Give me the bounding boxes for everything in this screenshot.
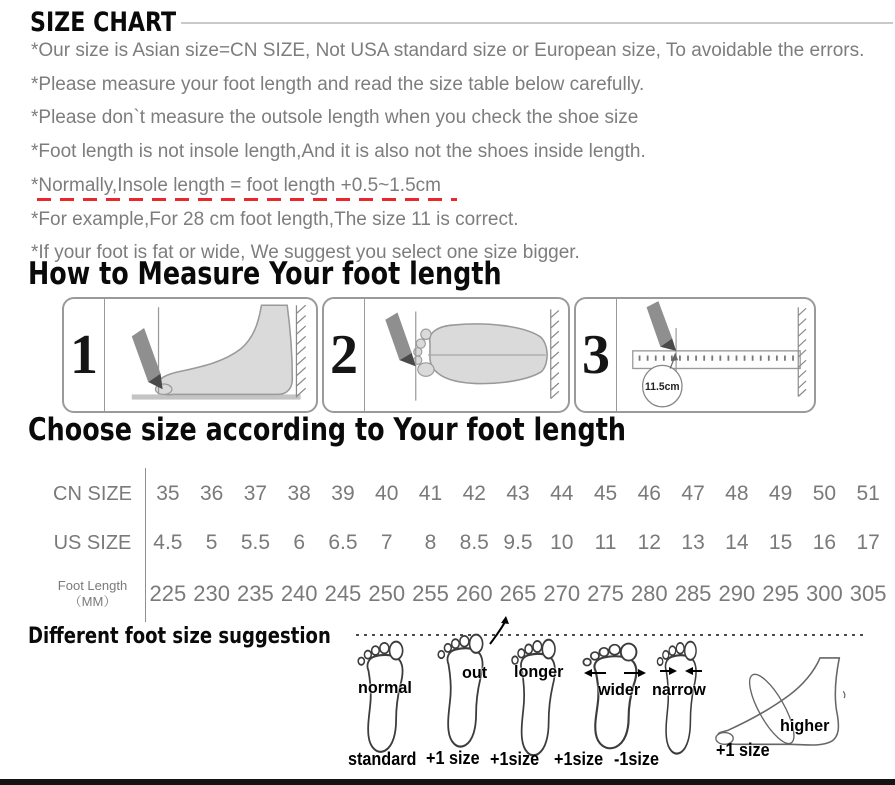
- row-values-cn: [146, 468, 890, 520]
- foot-out: [432, 633, 494, 757]
- size-cell: 225: [149, 581, 187, 606]
- foot-side-measure-icon: [105, 299, 316, 411]
- foot-condition-label: higher: [780, 716, 830, 735]
- size-cell: 240: [280, 581, 318, 606]
- foot-narrow: [652, 640, 706, 764]
- size-cell: 7: [380, 531, 393, 554]
- measure-step-3: [574, 297, 816, 413]
- size-cell: 14: [725, 531, 749, 554]
- size-cell: 250: [368, 581, 406, 606]
- size-cell: 275: [587, 581, 624, 606]
- pencil-icon: [132, 328, 161, 382]
- foot-action-label: +1 size: [716, 740, 770, 760]
- note-line: *Please don`t measure the outsole length when you check the shoe size: [31, 107, 639, 129]
- foot-top-measure-icon: [365, 299, 568, 411]
- size-cell: 285: [674, 581, 712, 606]
- size-cell: 9.5: [503, 531, 533, 554]
- table-row-mm: [40, 566, 890, 622]
- foot-action-label: +1 size: [426, 748, 480, 768]
- size-cell: 39: [331, 482, 355, 505]
- size-cell: 6.5: [328, 531, 358, 554]
- size-cell: 11: [594, 531, 617, 554]
- foot-condition-label: longer: [514, 662, 564, 681]
- step-3-illustration: [617, 299, 814, 411]
- size-cell: 35: [156, 482, 180, 505]
- choose-heading: Choose size according to Your foot length: [28, 412, 626, 448]
- size-cell: 265: [499, 581, 537, 606]
- size-cell: 13: [681, 531, 705, 554]
- step-number: 2: [324, 299, 365, 411]
- size-cell: 36: [199, 482, 224, 505]
- size-cell: 5: [205, 531, 218, 554]
- ruler-reading-label: 11.5cm: [645, 381, 680, 394]
- foot-top-view-icon: [352, 640, 414, 762]
- size-cell: 12: [637, 531, 661, 554]
- ruler-measure-icon: [617, 299, 814, 411]
- row-label-us: US SIZE: [40, 520, 146, 566]
- size-cell: 44: [550, 482, 574, 505]
- step-number: 3: [576, 299, 617, 411]
- row-label-mm-line2: （MM）: [68, 594, 117, 609]
- wider-arrows-icon: [580, 666, 650, 680]
- size-cell: 4.5: [153, 531, 183, 554]
- row-label-cn: CN SIZE: [40, 468, 146, 520]
- foot-icon: [157, 305, 292, 394]
- foot-action-label: +1size: [554, 749, 604, 769]
- size-cell: 300: [806, 581, 843, 606]
- table-row-us: [40, 520, 890, 566]
- size-cell: 8.5: [459, 531, 489, 554]
- title-divider-line: [181, 22, 893, 24]
- foot-icon: [430, 324, 547, 384]
- step-number: 1: [64, 299, 105, 411]
- size-cell: 260: [455, 581, 493, 606]
- size-cell: 235: [237, 581, 274, 606]
- foot-top-view-icon: [506, 638, 566, 766]
- row-values-mm: [146, 566, 890, 622]
- size-cell: 51: [856, 482, 880, 505]
- size-cell: 37: [243, 482, 268, 505]
- measure-heading: How to Measure Your foot length: [28, 256, 502, 292]
- size-cell: 49: [768, 482, 793, 505]
- size-cell: 50: [812, 482, 837, 505]
- note-line: *Foot length is not insole length,And it is also not the shoes inside length.: [31, 141, 646, 163]
- size-cell: 17: [856, 531, 880, 554]
- foot-action-label: +1size: [490, 749, 540, 769]
- size-cell: 48: [725, 482, 749, 505]
- size-cell: 245: [324, 581, 362, 606]
- wall-icon: [296, 305, 305, 397]
- foot-top-view-icon: [652, 640, 706, 764]
- size-cell: 46: [637, 482, 661, 505]
- measure-step-2: [322, 297, 570, 413]
- foot-condition-label: wider: [598, 680, 641, 699]
- pencil-icon: [647, 301, 673, 347]
- note-line: *Our size is Asian size=CN SIZE, Not USA standard size or European size, To avoidable the errors.: [31, 40, 865, 61]
- size-cell: 40: [375, 482, 399, 505]
- size-cell: 38: [287, 482, 311, 505]
- note-line-underlined: *Normally,Insole length = foot length +0.5~1.5cm: [31, 169, 891, 203]
- narrow-arrows-icon: [658, 664, 704, 678]
- note-line: *For example,For 28 cm foot length,The size 11 is correct.: [31, 208, 519, 230]
- size-cell: 41: [418, 482, 443, 505]
- foot-top-view-icon: [432, 633, 494, 757]
- wall-icon: [551, 309, 559, 398]
- row-label-mm-line1: Foot Length: [57, 578, 128, 593]
- step-2-illustration: [365, 299, 568, 411]
- suggestion-heading: Different foot size suggestion: [28, 624, 331, 649]
- table-row-cn: [40, 468, 890, 520]
- foot-condition-label: normal: [358, 678, 412, 697]
- size-cell: 230: [193, 581, 230, 606]
- foot-normal: [352, 640, 414, 762]
- foot-wider: [576, 642, 650, 758]
- size-cell: 5.5: [240, 531, 271, 554]
- row-label-mm: [40, 566, 146, 622]
- size-cell: 295: [762, 581, 799, 606]
- page-title: SIZE CHART: [30, 7, 177, 38]
- note-line: *If your foot is fat or wide, We suggest you select one size bigger.: [31, 242, 580, 264]
- pencil-icon: [385, 312, 411, 360]
- foot-condition-label: narrow: [652, 680, 706, 699]
- size-cell: 280: [630, 581, 668, 606]
- size-cell: 47: [681, 482, 705, 505]
- size-cell: 16: [812, 531, 837, 554]
- size-cell: 10: [550, 531, 574, 554]
- size-cell: 305: [849, 581, 887, 606]
- foot-longer: [506, 638, 566, 766]
- size-cell: 6: [293, 531, 306, 554]
- measure-steps: [62, 297, 816, 413]
- foot-top-view-icon: [576, 642, 650, 758]
- foot-condition-label: out: [462, 663, 488, 682]
- size-cell: 43: [506, 482, 530, 505]
- measure-step-1: [62, 297, 318, 413]
- size-cell: 45: [593, 482, 618, 505]
- sizing-notes: [31, 34, 891, 270]
- note-line: *Please measure your foot length and read the size table below carefully.: [31, 73, 645, 95]
- foot-action-label: standard: [348, 749, 417, 769]
- size-cell: 15: [768, 531, 793, 554]
- step-1-illustration: [105, 299, 316, 411]
- size-cell: 270: [543, 581, 581, 606]
- size-cell: 290: [718, 581, 756, 606]
- size-cell: 42: [462, 482, 486, 505]
- size-cell: 8: [424, 531, 437, 554]
- size-table: [40, 468, 890, 622]
- row-values-us: [146, 520, 890, 566]
- bottom-divider-bar: [0, 779, 895, 785]
- size-cell: 255: [412, 581, 449, 606]
- foot-action-label: -1size: [614, 749, 660, 769]
